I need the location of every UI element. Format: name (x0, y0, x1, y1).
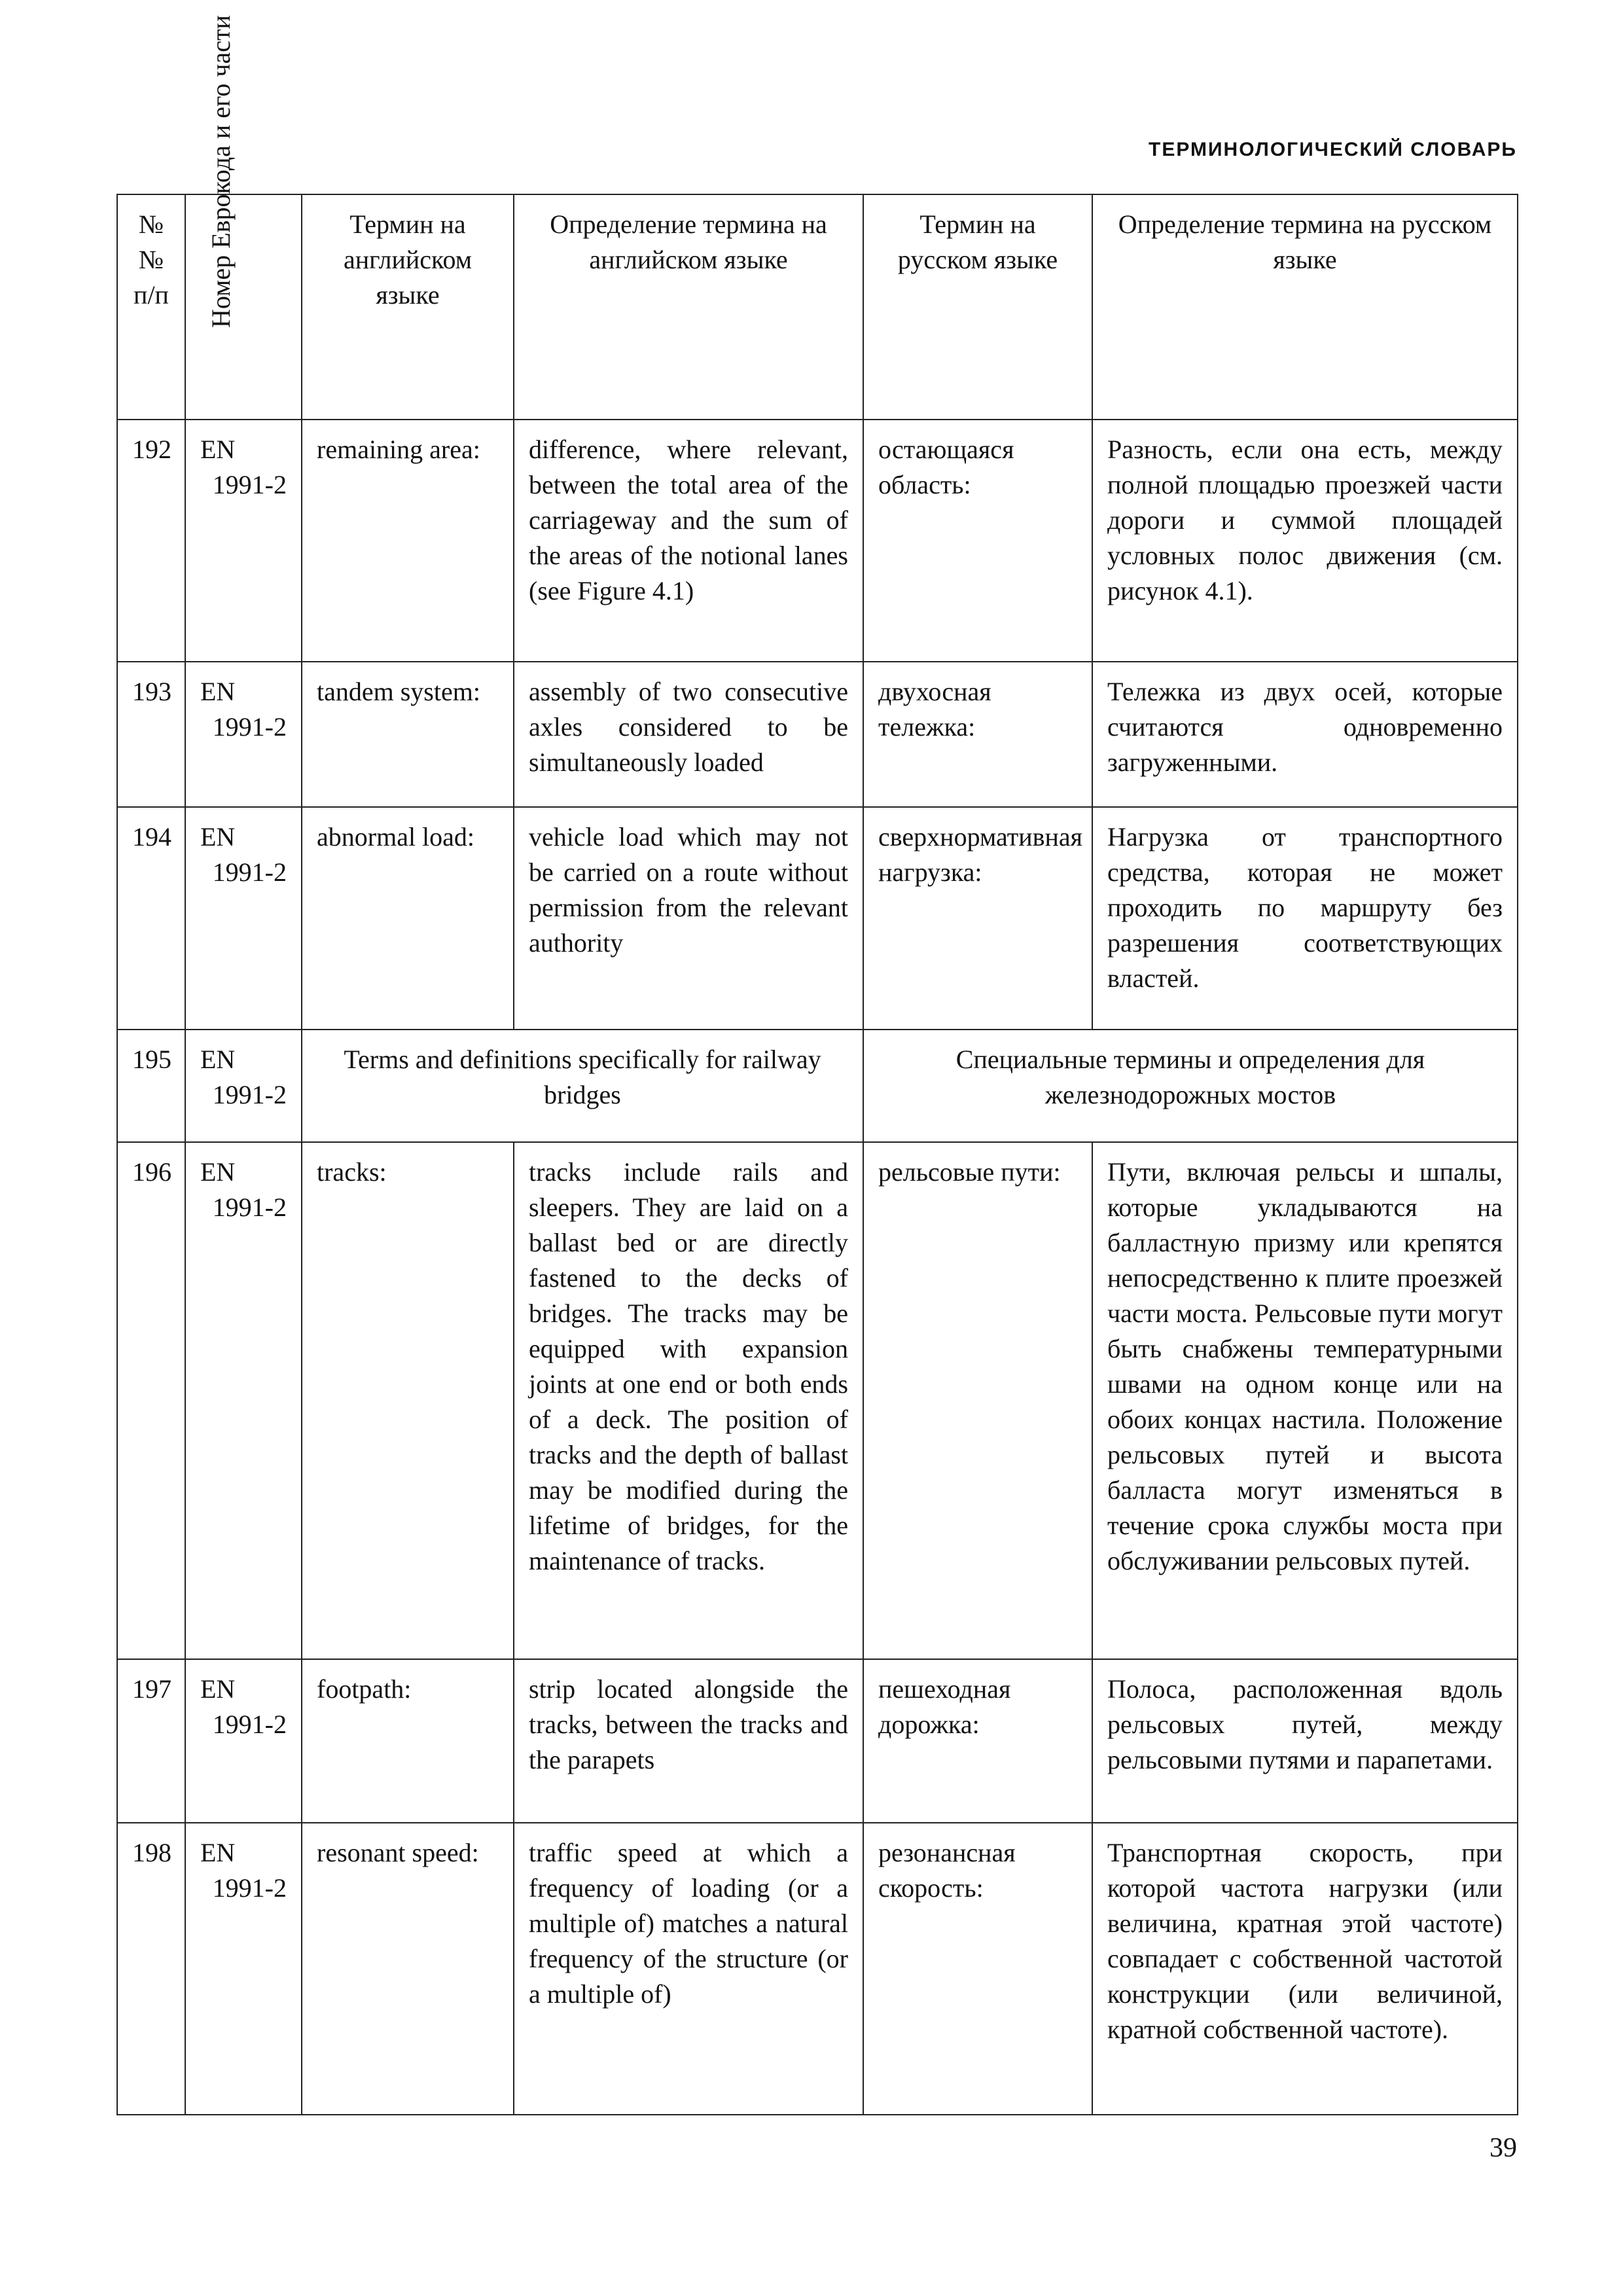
table-row (117, 662, 1518, 807)
term-ru: резонансная скорость: (863, 1823, 1092, 2115)
row-num: 192 (117, 420, 185, 662)
term-ru: пешеходная дорожка: (863, 1659, 1092, 1823)
eurocode-part: 1991-2 (212, 1710, 287, 1739)
term-ru: сверхнормативная нагрузка: (863, 807, 1092, 1030)
table-header-row (117, 194, 1518, 420)
term-ru: остающаяся область: (863, 420, 1092, 662)
definition-ru: Тележка из двух осей, которые считаются одновременно загруженными. (1092, 662, 1518, 807)
header-eurocode (185, 15, 302, 420)
eurocode-cell (185, 1142, 302, 1659)
row-num: 195 (117, 1030, 185, 1142)
eurocode-cell (185, 1823, 302, 2115)
eurocode-part: 1991-2 (212, 857, 287, 887)
eurocode-prefix: EN (200, 1674, 236, 1704)
eurocode-prefix: EN (200, 1838, 236, 1867)
term-en: abnormal load: (302, 807, 514, 1030)
header-eurocode-label: Номер Еврокода и его части (206, 15, 236, 328)
eurocode-part: 1991-2 (212, 712, 287, 742)
table-row (117, 1659, 1518, 1823)
row-num: 197 (117, 1659, 185, 1823)
table-row (117, 1823, 1518, 2115)
row-num: 198 (117, 1823, 185, 2115)
section-heading-en: Terms and definitions specifically for railway bridges (302, 1030, 863, 1142)
eurocode-part: 1991-2 (212, 1080, 287, 1109)
eurocode-prefix: EN (200, 1157, 236, 1187)
eurocode-cell (185, 662, 302, 807)
term-ru: двухосная тележка: (863, 662, 1092, 807)
definition-ru: Транспортная скорость, при которой частота нагрузки (или величина, кратная этой частоте) совпадает с собственной частотой конструкции (или величиной, кратной собственной частоте). (1092, 1823, 1518, 2115)
row-num: 196 (117, 1142, 185, 1659)
term-en: tandem system: (302, 662, 514, 807)
header-def-ru: Определение термина на русском языке (1092, 194, 1518, 420)
eurocode-prefix: EN (200, 677, 236, 706)
eurocode-prefix: EN (200, 1045, 236, 1074)
eurocode-cell (185, 1030, 302, 1142)
term-en: remaining area: (302, 420, 514, 662)
eurocode-part: 1991-2 (212, 1193, 287, 1222)
section-heading-ru: Специальные термины и определения для железнодорожных мостов (863, 1030, 1518, 1142)
section-row (117, 1030, 1518, 1142)
table-row (117, 420, 1518, 662)
term-en: resonant speed: (302, 1823, 514, 2115)
eurocode-cell (185, 807, 302, 1030)
header-term-en: Термин на английском языке (302, 194, 514, 420)
eurocode-part: 1991-2 (212, 1873, 287, 1903)
term-en: footpath: (302, 1659, 514, 1823)
eurocode-prefix: EN (200, 435, 236, 464)
header-term-ru: Термин на русском языке (863, 194, 1092, 420)
definition-ru: Пути, включая рельсы и шпалы, которые укладываются на балластную призму или крепятся непосредственно к плите проезжей части моста. Рельсовые пути могут быть снабжены температурными швами на одном конце или на обоих концах настила. Положение рельсовых путей и высота балласта могут изменяться в течение срока службы моста при обслуживании рельсовых путей. (1092, 1142, 1518, 1659)
eurocode-prefix: EN (200, 822, 236, 852)
term-ru: рельсовые пути: (863, 1142, 1092, 1659)
running-head: ТЕРМИНОЛОГИЧЕСКИЙ СЛОВАРЬ (1149, 139, 1517, 160)
eurocode-cell (185, 420, 302, 662)
definition-en: traffic speed at which a frequency of loading (or a multiple of) matches a natural frequency of the structure (or a multiple of) (514, 1823, 863, 2115)
table-row (117, 1142, 1518, 1659)
term-en: tracks: (302, 1142, 514, 1659)
eurocode-cell (185, 1659, 302, 1823)
eurocode-part: 1991-2 (212, 470, 287, 499)
row-num: 193 (117, 662, 185, 807)
definition-en: strip located alongside the tracks, between the tracks and the parapets (514, 1659, 863, 1823)
row-num: 194 (117, 807, 185, 1030)
definition-ru: Разность, если она есть, между полной площадью проезжей части дороги и суммой площадей условных полос движения (см. рисунок 4.1). (1092, 420, 1518, 662)
header-def-en: Определение термина на английском языке (514, 194, 863, 420)
definition-ru: Полоса, расположенная вдоль рельсовых путей, между рельсовыми путями и парапетами. (1092, 1659, 1518, 1823)
definition-en: assembly of two consecutive axles considered to be simultaneously loaded (514, 662, 863, 807)
definition-en: difference, where relevant, between the total area of the carriageway and the sum of the areas of the notional lanes (see Figure 4.1) (514, 420, 863, 662)
definition-ru: Нагрузка от транспортного средства, которая не может проходить по маршруту без разрешения соответствующих властей. (1092, 807, 1518, 1030)
table-row (117, 807, 1518, 1030)
definition-en: vehicle load which may not be carried on a route without permission from the relevant authority (514, 807, 863, 1030)
definition-en: tracks include rails and sleepers. They are laid on a ballast bed or are directly fastened to the decks of bridges. The tracks may be equipped with expansion joints at one end or both ends of a deck. The position of tracks and the depth of ballast may be modified during the lifetime of bridges, for the maintenance of tracks. (514, 1142, 863, 1659)
header-num: №№ п/п (117, 194, 185, 420)
page-number: 39 (1489, 2133, 1517, 2163)
